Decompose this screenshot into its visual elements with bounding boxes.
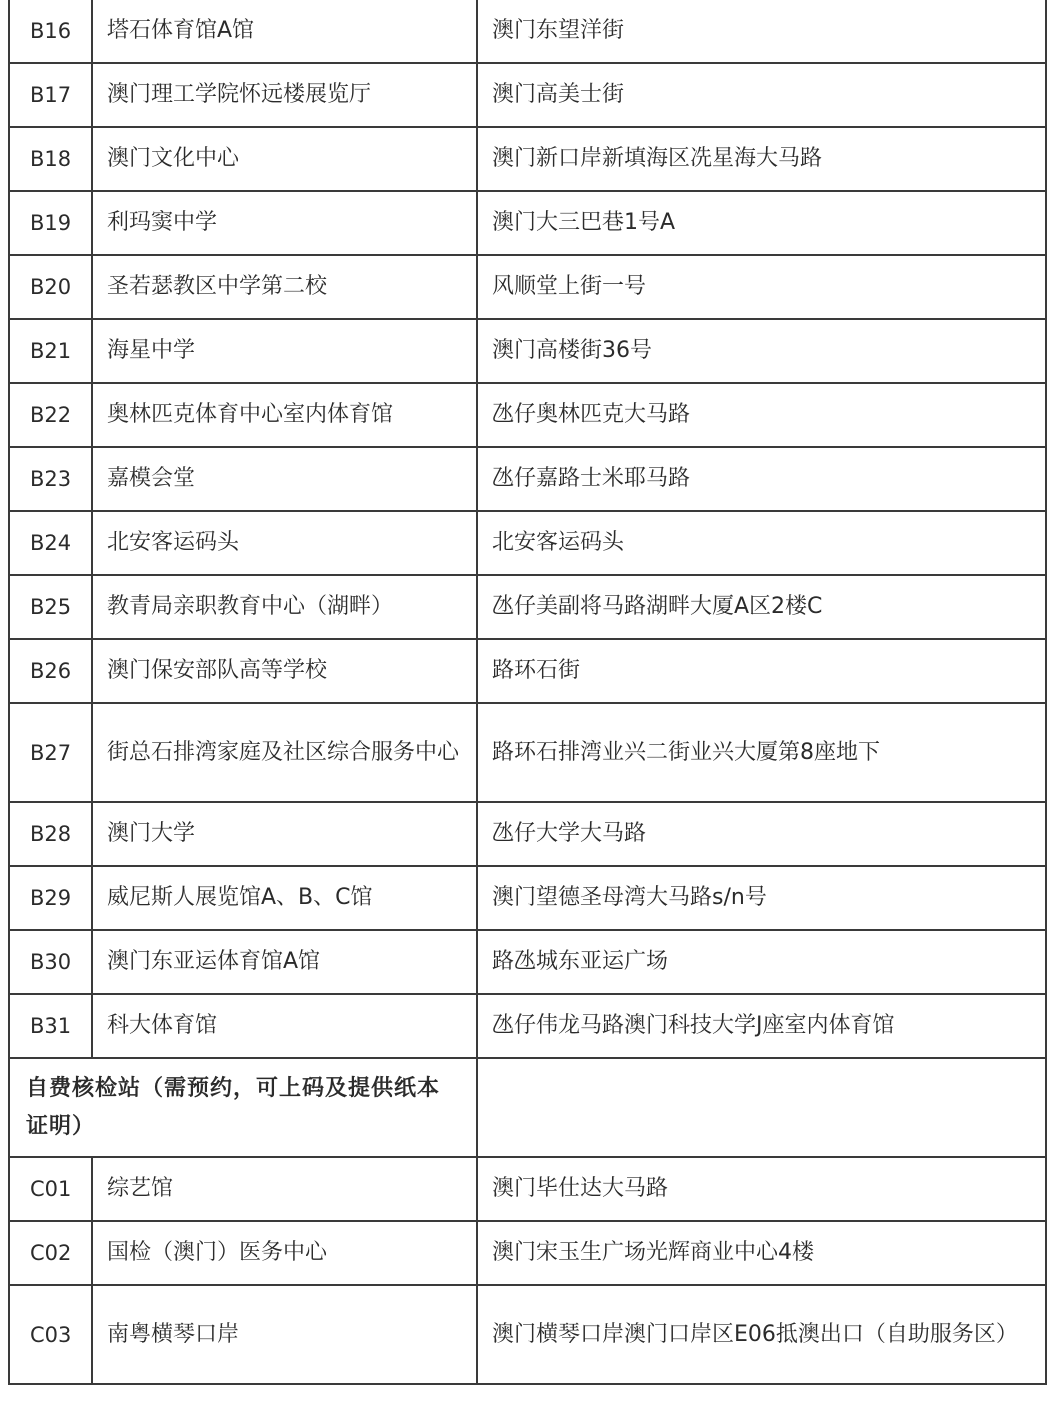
station-name: 澳门东亚运体育馆A馆 <box>92 930 477 994</box>
station-code: B17 <box>9 63 92 127</box>
table-row <box>9 1157 1046 1221</box>
table-row <box>9 255 1046 319</box>
table-row <box>9 930 1046 994</box>
station-address: 澳门高楼街36号 <box>477 319 1046 383</box>
station-code: B21 <box>9 319 92 383</box>
table-row <box>9 511 1046 575</box>
station-name: 海星中学 <box>92 319 477 383</box>
station-name: 圣若瑟教区中学第二校 <box>92 255 477 319</box>
table-row <box>9 0 1046 63</box>
station-name: 教青局亲职教育中心（湖畔） <box>92 575 477 639</box>
table-row <box>9 1221 1046 1285</box>
testing-station-table <box>8 0 1047 1385</box>
station-name: 澳门保安部队高等学校 <box>92 639 477 703</box>
station-address: 路环石排湾业兴二街业兴大厦第8座地下 <box>477 703 1046 802</box>
station-address: 澳门宋玉生广场光辉商业中心4楼 <box>477 1221 1046 1285</box>
station-name: 综艺馆 <box>92 1157 477 1221</box>
table-row <box>9 575 1046 639</box>
station-address: 澳门望德圣母湾大马路s/n号 <box>477 866 1046 930</box>
table-row <box>9 447 1046 511</box>
station-code: B20 <box>9 255 92 319</box>
station-name: 科大体育馆 <box>92 994 477 1058</box>
table-row <box>9 191 1046 255</box>
station-address: 澳门毕仕达大马路 <box>477 1157 1046 1221</box>
table-row <box>9 127 1046 191</box>
station-address: 澳门横琴口岸澳门口岸区E06抵澳出口（自助服务区） <box>477 1285 1046 1384</box>
table-row <box>9 319 1046 383</box>
station-address: 北安客运码头 <box>477 511 1046 575</box>
table-row <box>9 866 1046 930</box>
station-address: 澳门大三巴巷1号A <box>477 191 1046 255</box>
station-code: C02 <box>9 1221 92 1285</box>
table-row <box>9 703 1046 802</box>
table-row <box>9 994 1046 1058</box>
station-code: B28 <box>9 802 92 866</box>
station-name: 利玛窦中学 <box>92 191 477 255</box>
station-code: B27 <box>9 703 92 802</box>
station-name: 澳门文化中心 <box>92 127 477 191</box>
station-code: C01 <box>9 1157 92 1221</box>
station-name: 国检（澳门）医务中心 <box>92 1221 477 1285</box>
station-code: B18 <box>9 127 92 191</box>
station-address: 氹仔奥林匹克大马路 <box>477 383 1046 447</box>
station-address: 氹仔嘉路士米耶马路 <box>477 447 1046 511</box>
station-code: B30 <box>9 930 92 994</box>
station-address: 风顺堂上街一号 <box>477 255 1046 319</box>
station-name: 塔石体育馆A馆 <box>92 0 477 63</box>
table-row <box>9 383 1046 447</box>
station-name: 奥林匹克体育中心室内体育馆 <box>92 383 477 447</box>
section-header-row <box>9 1058 1046 1157</box>
section-empty-cell <box>477 1058 1046 1157</box>
station-name: 南粤横琴口岸 <box>92 1285 477 1384</box>
table-row <box>9 1285 1046 1384</box>
station-code: C03 <box>9 1285 92 1384</box>
station-code: B24 <box>9 511 92 575</box>
station-address: 路环石街 <box>477 639 1046 703</box>
station-code: B22 <box>9 383 92 447</box>
table-row <box>9 63 1046 127</box>
table-row <box>9 639 1046 703</box>
station-name: 北安客运码头 <box>92 511 477 575</box>
station-code: B23 <box>9 447 92 511</box>
station-code: B16 <box>9 0 92 63</box>
table-row <box>9 802 1046 866</box>
station-name: 澳门大学 <box>92 802 477 866</box>
station-name: 街总石排湾家庭及社区综合服务中心 <box>92 703 477 802</box>
station-name: 威尼斯人展览馆A、B、C馆 <box>92 866 477 930</box>
section-title: 自费核检站（需预约，可上码及提供纸本证明） <box>9 1058 477 1157</box>
station-code: B29 <box>9 866 92 930</box>
station-name: 澳门理工学院怀远楼展览厅 <box>92 63 477 127</box>
station-address: 澳门高美士街 <box>477 63 1046 127</box>
station-address: 氹仔美副将马路湖畔大厦A区2楼C <box>477 575 1046 639</box>
station-code: B25 <box>9 575 92 639</box>
station-code: B19 <box>9 191 92 255</box>
station-code: B26 <box>9 639 92 703</box>
testing-station-table-container <box>8 0 1045 1385</box>
station-address: 澳门新口岸新填海区冼星海大马路 <box>477 127 1046 191</box>
station-address: 氹仔大学大马路 <box>477 802 1046 866</box>
station-code: B31 <box>9 994 92 1058</box>
station-name: 嘉模会堂 <box>92 447 477 511</box>
station-address: 澳门东望洋街 <box>477 0 1046 63</box>
station-address: 路氹城东亚运广场 <box>477 930 1046 994</box>
station-address: 氹仔伟龙马路澳门科技大学J座室内体育馆 <box>477 994 1046 1058</box>
